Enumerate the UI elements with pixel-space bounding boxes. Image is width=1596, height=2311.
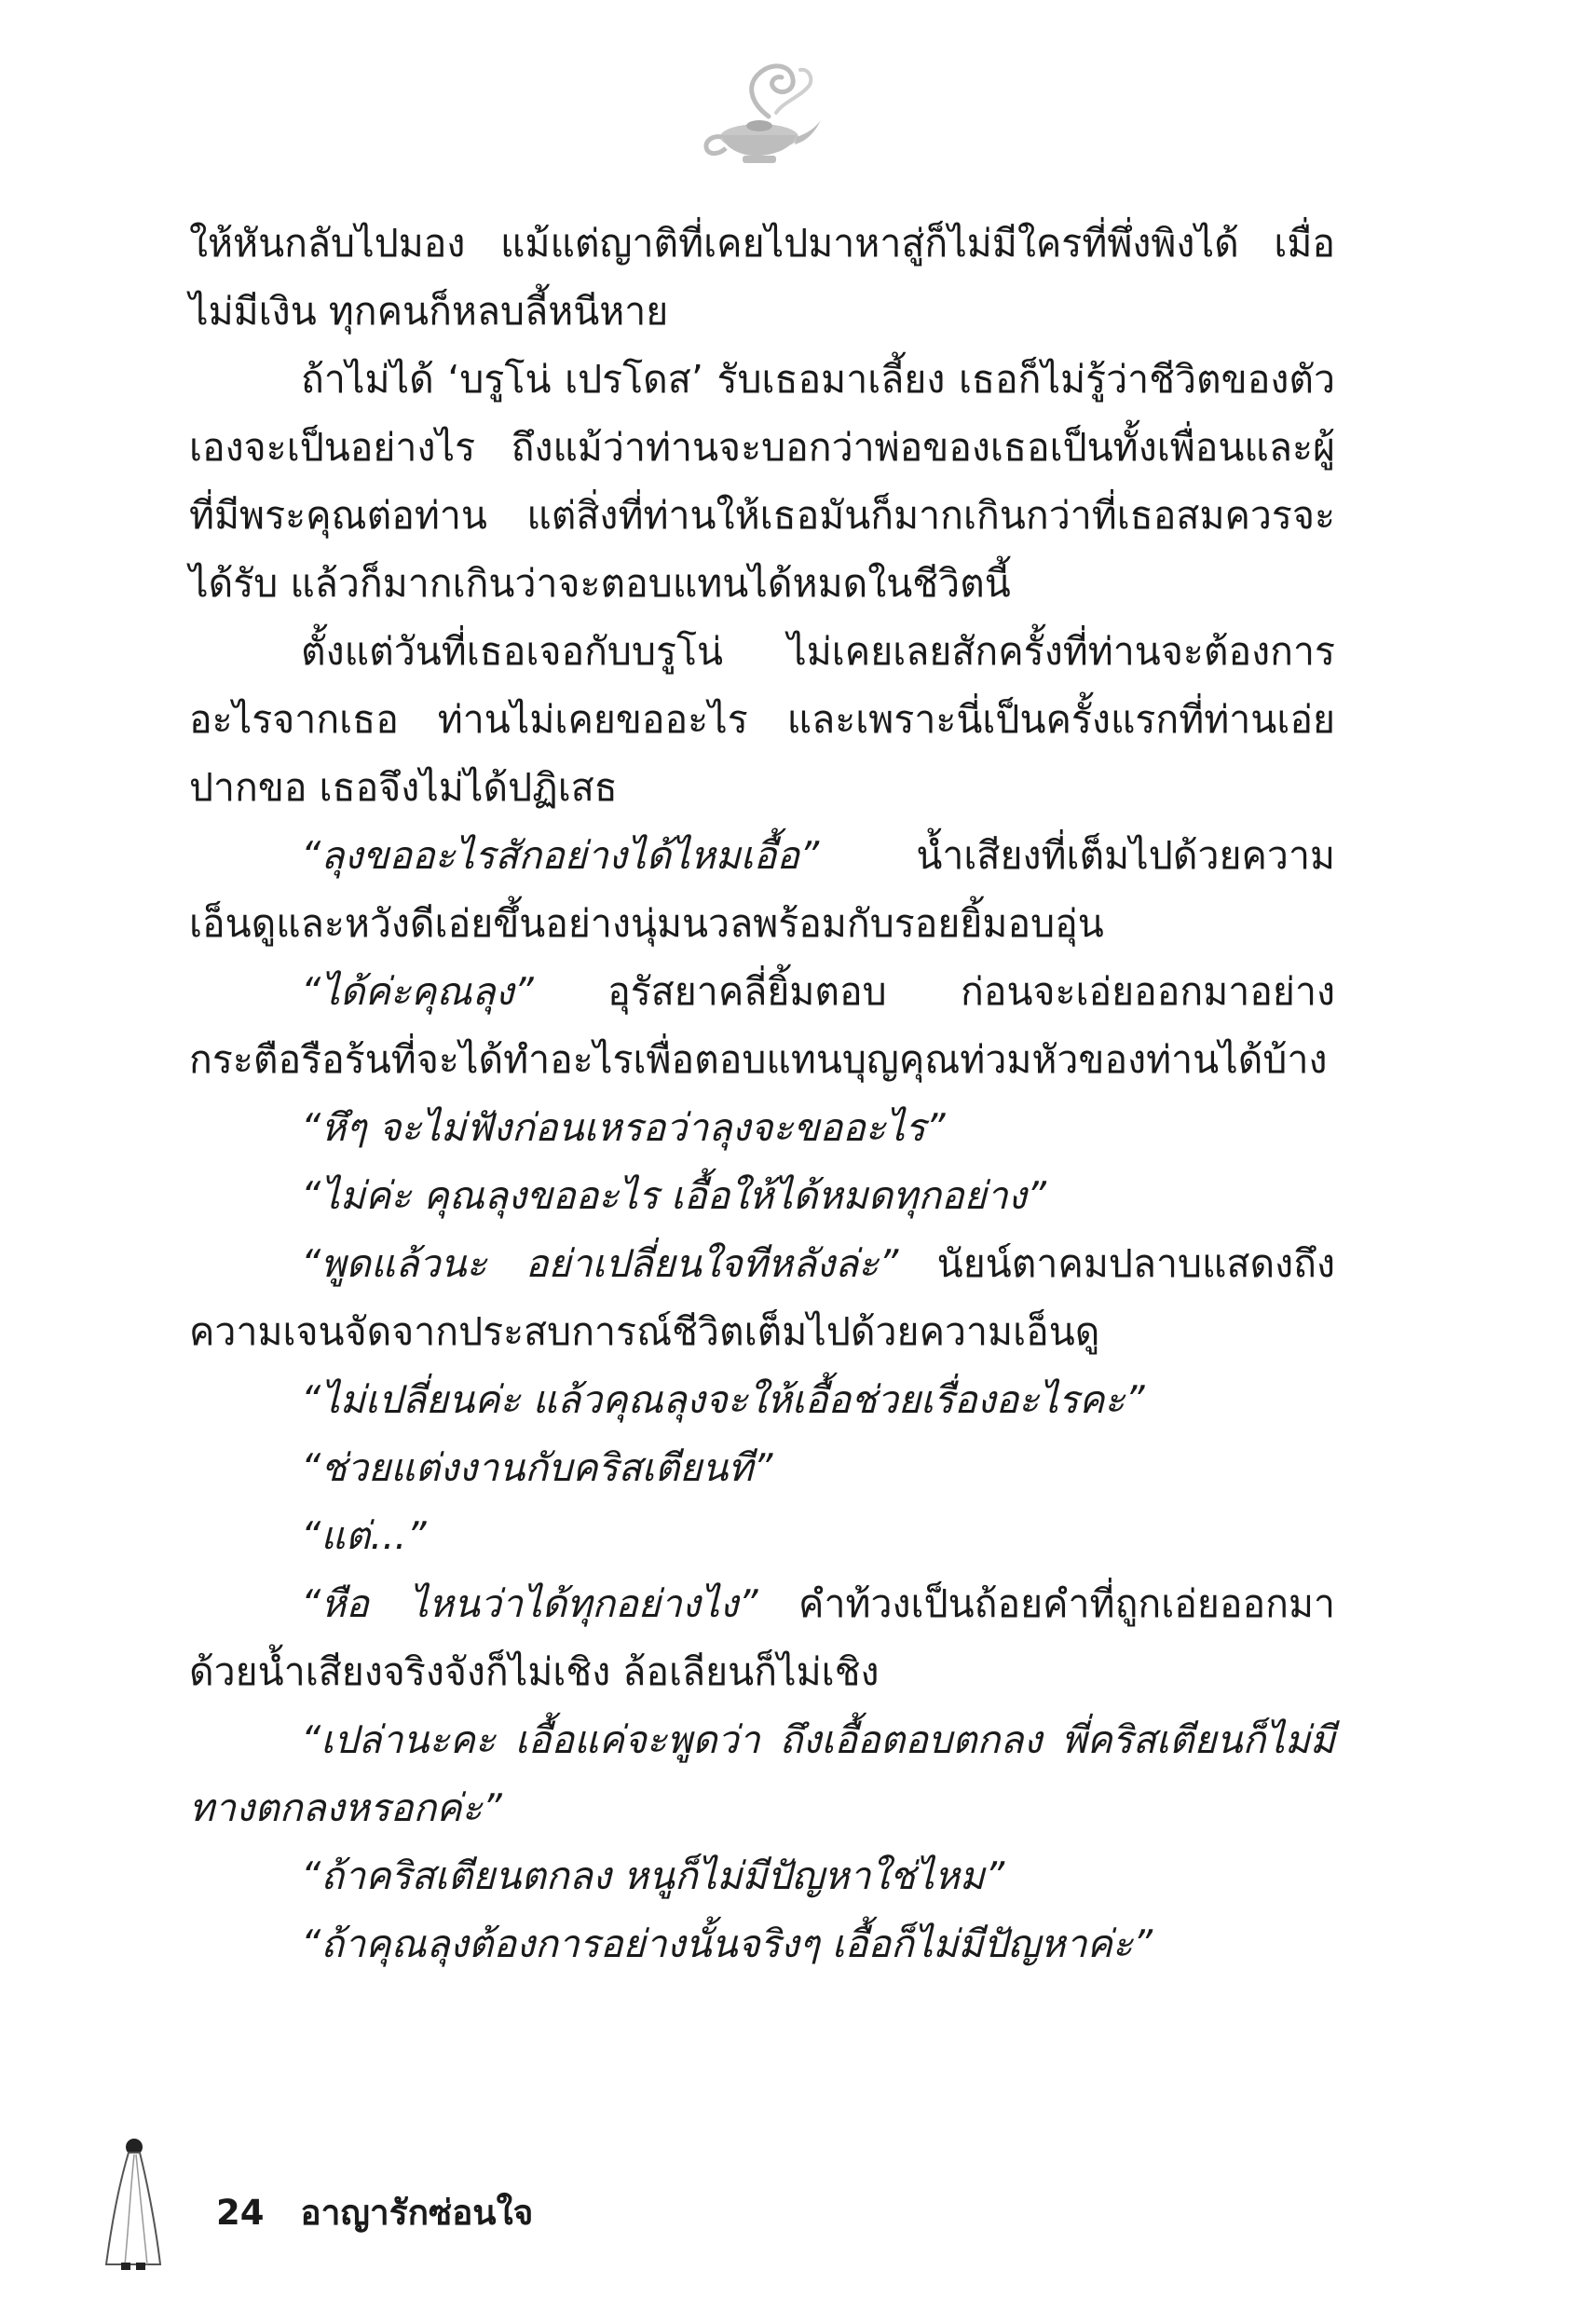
dialogue-quote: “ถ้าคุณลุงต้องการอย่างนั้นจริงๆ เอื้อก็ไม่มีปัญหาค่ะ” (301, 1921, 1153, 1966)
narration-text: ตั้งแต่วันที่เธอเจอกับบรูโน่ ไม่เคยเลยสักครั้งที่ท่านจะต้องการอะไรจากเธอ ท่านไม่เคยขออะไร และเพราะนี่เป็นครั้งแรกที่ท่านเอ่ยปากขอ เธอจึงไม่ได้ปฏิเสธ (189, 629, 1335, 810)
paragraph (189, 1094, 1335, 1162)
paragraph (189, 1910, 1335, 1978)
text-body (189, 210, 1335, 1978)
book-title: อาญารักซ่อนใจ (300, 2193, 534, 2233)
genie-lamp-icon (694, 51, 825, 172)
narration-text: นัยน์ตาคมปลาบแสดงถึงความเจนจัดจากประสบการณ์ชีวิตเต็มไปด้วยความเอ็นดู (189, 1241, 1335, 1354)
paragraph (189, 1230, 1335, 1366)
dialogue-quote: “ถ้าคริสเตียนตกลง หนูก็ไม่มีปัญหาใช่ไหม” (301, 1853, 1005, 1898)
dialogue-quote: “ได้ค่ะคุณลุง” (301, 969, 534, 1014)
page-number: 24 (216, 2193, 265, 2233)
paragraph (189, 210, 1335, 346)
narration-text: อุรัสยาคลี่ยิ้มตอบ ก่อนจะเอ่ยออกมาอย่างกระตือรือร้นที่จะได้ทำอะไรเพื่อตอบแทนบุญคุณท่วมหัวของท่านได้บ้าง (189, 969, 1335, 1082)
dialogue-quote: “หือ ไหนว่าได้ทุกอย่างไง” (301, 1581, 758, 1626)
paragraph (189, 346, 1335, 618)
dialogue-quote: “แต่...” (301, 1513, 427, 1558)
paragraph (189, 1434, 1335, 1502)
dialogue-quote: “เปล่านะคะ เอื้อแค่จะพูดว่า ถึงเอื้อตอบตกลง พี่คริสเตียนก็ไม่มีทางตกลงหรอกค่ะ” (189, 1717, 1335, 1830)
page-footer (216, 2185, 533, 2240)
narration-text: น้ำเสียงที่เต็มไปด้วยความเอ็นดูและหวังดีเอ่ยขึ้นอย่างนุ่มนวลพร้อมกับรอยยิ้มอบอุ่น (189, 833, 1335, 946)
bride-silhouette-icon (101, 2134, 166, 2274)
paragraph (189, 1570, 1335, 1706)
dialogue-quote: “ไม่ค่ะ คุณลุงขออะไร เอื้อให้ได้หมดทุกอย่าง” (301, 1173, 1046, 1218)
dialogue-quote: “ช่วยแต่งงานกับคริสเตียนที” (301, 1445, 773, 1490)
paragraph (189, 1502, 1335, 1570)
dialogue-quote: “ไม่เปลี่ยนค่ะ แล้วคุณลุงจะให้เอื้อช่วยเรื่องอะไรคะ” (301, 1377, 1145, 1422)
narration-text: ให้หันกลับไปมอง แม้แต่ญาติที่เคยไปมาหาสู่ก็ไม่มีใครที่พึ่งพิงได้ เมื่อไม่มีเงิน ทุกคนก็หลบลี้หนีหาย (189, 221, 1335, 334)
narration-text: คำท้วงเป็นถ้อยคำที่ถูกเอ่ยออกมาด้วยน้ำเสียงจริงจังก็ไม่เชิง ล้อเลียนก็ไม่เชิง (189, 1581, 1335, 1694)
dialogue-quote: “พูดแล้วนะ อย่าเปลี่ยนใจทีหลังล่ะ” (301, 1241, 899, 1286)
dialogue-quote: “หึๆ จะไม่ฟังก่อนเหรอว่าลุงจะขออะไร” (301, 1105, 946, 1150)
dialogue-quote: “ลุงขออะไรสักอย่างได้ไหมเอื้อ” (301, 833, 820, 878)
paragraph (189, 1706, 1335, 1842)
paragraph (189, 618, 1335, 822)
paragraph (189, 1842, 1335, 1910)
paragraph (189, 822, 1335, 958)
paragraph (189, 1366, 1335, 1434)
narration-text: ถ้าไม่ได้ ‘บรูโน่ เปรโดส’ รับเธอมาเลี้ยง เธอก็ไม่รู้ว่าชีวิตของตัวเองจะเป็นอย่างไร ถึงแม้ว่าท่านจะบอกว่าพ่อของเธอเป็นทั้งเพื่อนและผู้ที่มีพระคุณต่อท่าน แต่สิ่งที่ท่านให้เธอมันก็มากเกินกว่าที่เธอสมควรจะได้รับ แล้วก็มากเกินว่าจะตอบแทนได้หมดในชีวิตนี้ (189, 357, 1335, 606)
paragraph (189, 958, 1335, 1094)
paragraph (189, 1162, 1335, 1230)
